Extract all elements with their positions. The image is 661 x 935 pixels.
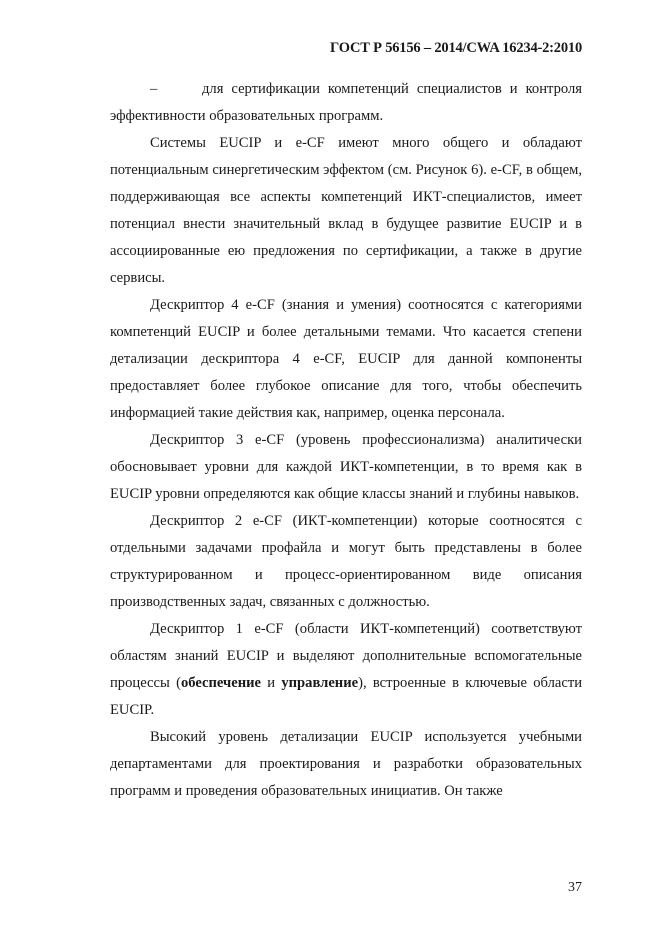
- paragraph-eucip-ecf-synergy: Системы EUCIP и e-CF имеют много общего и обладают потенциальным синергетическим эффектом (см. Рисунок 6). e-CF, в общем, поддерживающая все аспекты компетенций ИКТ-специалистов, имеет потенциал внести значительный вклад в будущее развитие EUCIP и в ассоциированные ею предложения по сертификации, а также в другие сервисы.: [110, 135, 582, 286]
- paragraph-descriptor-4: Дескриптор 4 e-CF (знания и умения) соотносятся с категориями компетенций EUCIP и более детальными темами. Что касается степени детализации дескриптора 4 e-CF, EUCIP для данной компоненты предоставляет более глубокое описание для того, чтобы обеспечить информацией такие действия как, например, оценка персонала.: [110, 297, 582, 421]
- paragraph-descriptor-2: Дескриптор 2 e-CF (ИКТ-компетенции) которые соотносятся с отдельными задачами профайла и могут быть представлены в более структурированном и процесс-ориентированном виде описания производственных задач, связанных с должностью.: [110, 513, 582, 610]
- paragraph-descriptor-3: Дескриптор 3 e-CF (уровень профессионализма) аналитически обосновывает уровни для каждой ИКТ-компетенции, в то время как в EUCIP уровни определяются как общие классы знаний и глубины навыков.: [110, 432, 582, 502]
- descriptor1-bold-provision: обеспечение: [180, 675, 261, 691]
- list-item-text: для сертификации компетенций специалистов и контроля эффективности образовательных программ.: [110, 81, 582, 124]
- descriptor1-text-mid: и: [261, 675, 282, 691]
- list-dash: –: [150, 81, 158, 97]
- descriptor1-bold-management: управление: [281, 675, 359, 691]
- body-text: [110, 76, 582, 805]
- paragraph-detail-level: Высокий уровень детализации EUCIP используется учебными департаментами для проектирования и разработки образовательных программ и проведения образовательных инициатив. Он также: [110, 729, 582, 799]
- descriptor1-text-end: ), встроенные в ключевые области EUCIP.: [110, 675, 583, 718]
- descriptor1-text-start: Дескриптор 1 e-CF (области ИКТ-компетенций) соответствуют областям знаний EUCIP и выделяют дополнительные вспомогательные процессы (: [110, 621, 582, 691]
- page-number: 37: [568, 880, 582, 895]
- paragraph-descriptor-1: [110, 616, 582, 724]
- standard-header: ГОСТ Р 56156 – 2014/CWA 16234-2:2010: [330, 40, 582, 56]
- list-item: [110, 76, 582, 130]
